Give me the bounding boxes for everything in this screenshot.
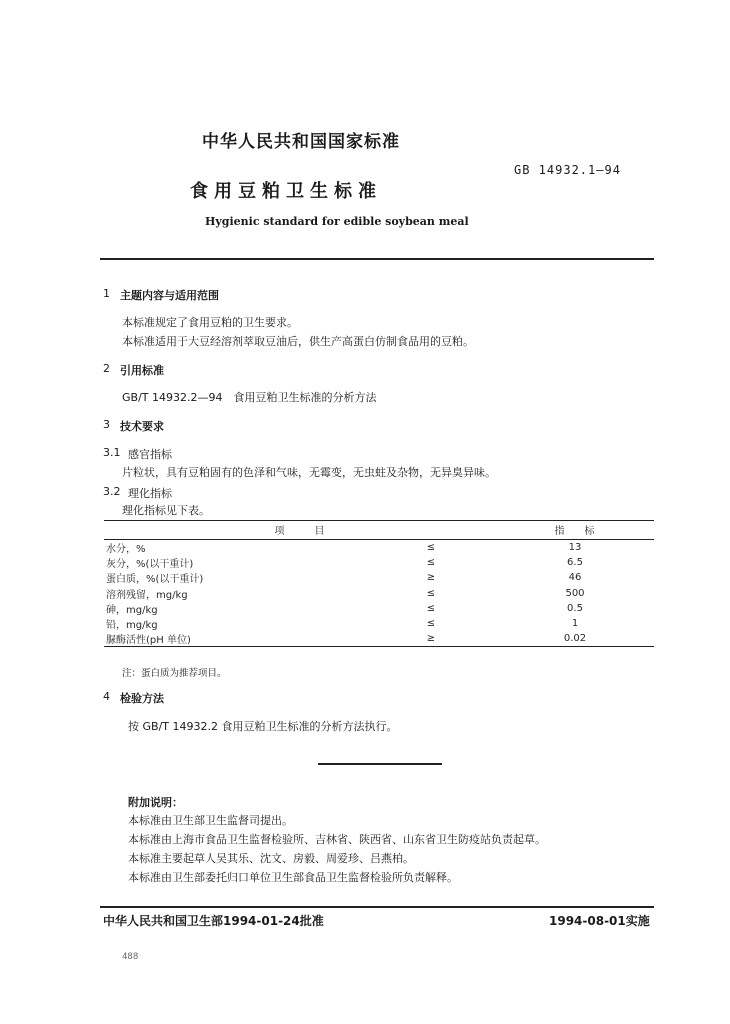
row-item: 砷，mg/kg xyxy=(106,604,158,616)
footer-divider xyxy=(100,906,654,908)
table-header-row xyxy=(104,520,654,540)
row-value: 1 xyxy=(571,618,579,630)
table-row xyxy=(104,570,654,585)
row-value: 13 xyxy=(568,542,582,554)
section-4-number: 4 xyxy=(103,690,110,703)
row-symbol: ≤ xyxy=(426,602,436,614)
page-number: 488 xyxy=(122,952,139,962)
section-3-title: 技术要求 xyxy=(120,420,164,433)
standard-code: GB 14932.1—94 xyxy=(514,163,621,177)
section-3-1-number: 3.1 xyxy=(103,446,121,459)
column-header-value: 指 标 xyxy=(456,520,654,540)
section-4-text: 按 GB/T 14932.2 食用豆粕卫生标准的分析方法执行。 xyxy=(128,720,398,733)
appendix-line: 本标准由卫生部委托归口单位卫生部食品卫生监督检验所负责解释。 xyxy=(128,871,458,884)
row-value: 46 xyxy=(568,572,582,584)
section-2-reference: GB/T 14932.2—94 食用豆粕卫生标准的分析方法 xyxy=(122,391,377,404)
section-2-number: 2 xyxy=(103,362,110,375)
section-1-number: 1 xyxy=(103,287,110,300)
table-row xyxy=(104,601,654,616)
appendix-title: 附加说明： xyxy=(128,796,183,809)
column-header-item: 项 目 xyxy=(104,520,456,540)
row-symbol: ≤ xyxy=(426,557,436,569)
table-row xyxy=(104,616,654,631)
row-symbol: ≤ xyxy=(426,587,436,599)
section-4-title: 检验方法 xyxy=(120,692,164,705)
appendix-line: 本标准由卫生部卫生监督司提出。 xyxy=(128,814,293,827)
document-title: 食用豆粕卫生标准 xyxy=(190,181,382,202)
table-row xyxy=(104,555,654,570)
row-item: 溶剂残留，mg/kg xyxy=(106,589,188,601)
table-note: 注：蛋白质为推荐项目。 xyxy=(122,668,227,679)
section-3-2-title: 理化指标 xyxy=(128,487,172,500)
english-title: Hygienic standard for edible soybean meal xyxy=(205,215,469,228)
row-item: 蛋白质，%(以干重计) xyxy=(106,574,204,586)
appendix-line: 本标准主要起草人吴其乐、沈文、房毅、周爱珍、吕燕柏。 xyxy=(128,852,414,865)
section-3-1-text: 片粒状，具有豆粕固有的色泽和气味，无霉变，无虫蛀及杂物，无异臭异味。 xyxy=(122,466,496,479)
physicochemical-table xyxy=(104,520,654,647)
row-symbol: ≤ xyxy=(426,542,436,554)
row-value: 0.02 xyxy=(563,633,587,645)
row-symbol: ≤ xyxy=(426,618,436,630)
section-1-title: 主题内容与适用范围 xyxy=(120,289,219,302)
row-item: 铅，mg/kg xyxy=(106,620,158,632)
section-3-2-text: 理化指标见下表。 xyxy=(122,504,210,517)
row-item: 水分，% xyxy=(106,544,146,556)
section-3-1-title: 感官指标 xyxy=(128,448,172,461)
table-row xyxy=(104,586,654,601)
section-3-number: 3 xyxy=(103,418,110,431)
table-row xyxy=(104,631,654,647)
row-symbol: ≥ xyxy=(426,633,436,645)
row-symbol: ≥ xyxy=(426,572,436,584)
row-item: 灰分，%(以干重计) xyxy=(106,559,194,571)
header-divider xyxy=(100,258,654,260)
appendix-line: 本标准由上海市食品卫生监督检验所、吉林省、陕西省、山东省卫生防疫站负责起草。 xyxy=(128,833,546,846)
row-value: 500 xyxy=(565,587,585,599)
approval-line: 中华人民共和国卫生部1994-01-24批准 xyxy=(103,914,324,928)
effective-date: 1994-08-01实施 xyxy=(549,914,650,928)
row-item: 脲酶活性(pH 单位) xyxy=(106,635,191,647)
section-1-para-1: 本标准规定了食用豆粕的卫生要求。 xyxy=(122,316,298,329)
national-standard-title: 中华人民共和国国家标准 xyxy=(202,132,400,152)
row-value: 6.5 xyxy=(567,557,583,569)
row-value: 0.5 xyxy=(567,602,583,614)
table-row xyxy=(104,540,654,556)
section-3-2-number: 3.2 xyxy=(103,485,121,498)
section-1-para-2: 本标准适用于大豆经溶剂萃取豆油后，供生产高蛋白仿制食品用的豆粕。 xyxy=(122,335,474,348)
end-divider xyxy=(318,763,442,765)
section-2-title: 引用标准 xyxy=(120,364,164,377)
